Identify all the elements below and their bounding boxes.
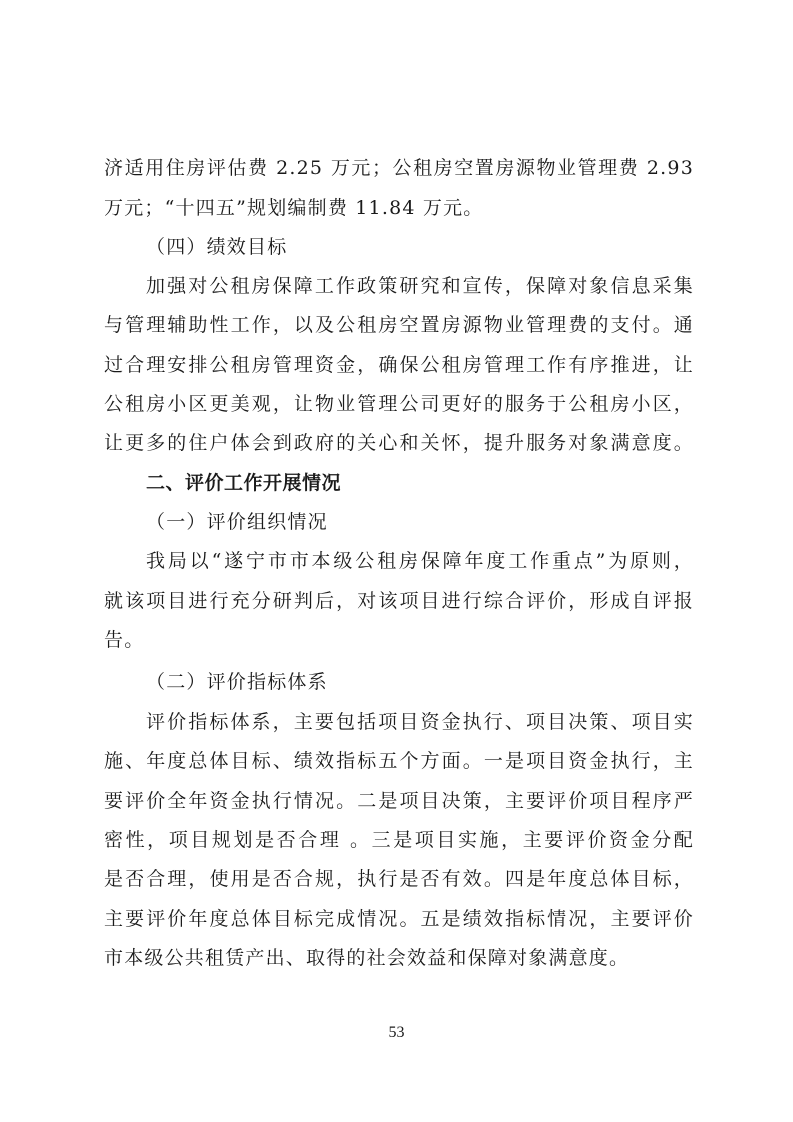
text-line: 济适用住房评估费 2.25 万元；公租房空置房源物业管理费 2.93: [104, 157, 694, 179]
text-line: 我局以“遂宁市市本级公租房保障年度工作重点”为原则，: [146, 550, 694, 572]
text-line: 评价指标体系，主要包括项目资金执行、项目决策、项目实: [146, 711, 694, 733]
text-line: 主要评价年度总体目标完成情况。五是绩效指标情况，主要评价: [104, 908, 694, 930]
section-heading: 二、评价工作开展情况: [146, 472, 342, 494]
text-line: 市本级公共租赁产出、取得的社会效益和保障对象满意度。: [104, 947, 630, 969]
text-line: 要评价全年资金执行情况。二是项目决策，主要评价项目程序严: [104, 790, 694, 812]
section-subheading: （二）评价指标体系: [146, 671, 328, 693]
text-line: 密性，项目规划是否合理 。三是项目实施，主要评价资金分配: [104, 829, 694, 851]
section-subheading: （一）评价组织情况: [146, 511, 328, 533]
text-line: 就该项目进行充分研判后，对该项目进行综合评价，形成自评报: [104, 590, 694, 612]
page-number: 53: [388, 1024, 405, 1041]
text-line: 万元；“十四五”规划编制费 11.84 万元。: [104, 197, 484, 219]
text-line: 告。: [104, 629, 145, 651]
text-line: 施、年度总体目标、绩效指标五个方面。一是项目资金执行，主: [104, 750, 694, 772]
text-line: 加强对公租房保障工作政策研究和宣传，保障对象信息采集: [146, 275, 694, 297]
text-line: 过合理安排公租房管理资金，确保公租房管理工作有序推进，让: [104, 354, 694, 376]
text-line: 与管理辅助性工作，以及公租房空置房源物业管理费的支付。通: [104, 314, 694, 336]
text-line: 是否合理，使用是否合规，执行是否有效。四是年度总体目标，: [104, 868, 694, 890]
text-line: 公租房小区更美观，让物业管理公司更好的服务于公租房小区，: [104, 393, 694, 415]
section-subheading: （四）绩效目标: [146, 236, 288, 258]
text-line: 让更多的住户体会到政府的关心和关怀，提升服务对象满意度。: [104, 432, 694, 454]
